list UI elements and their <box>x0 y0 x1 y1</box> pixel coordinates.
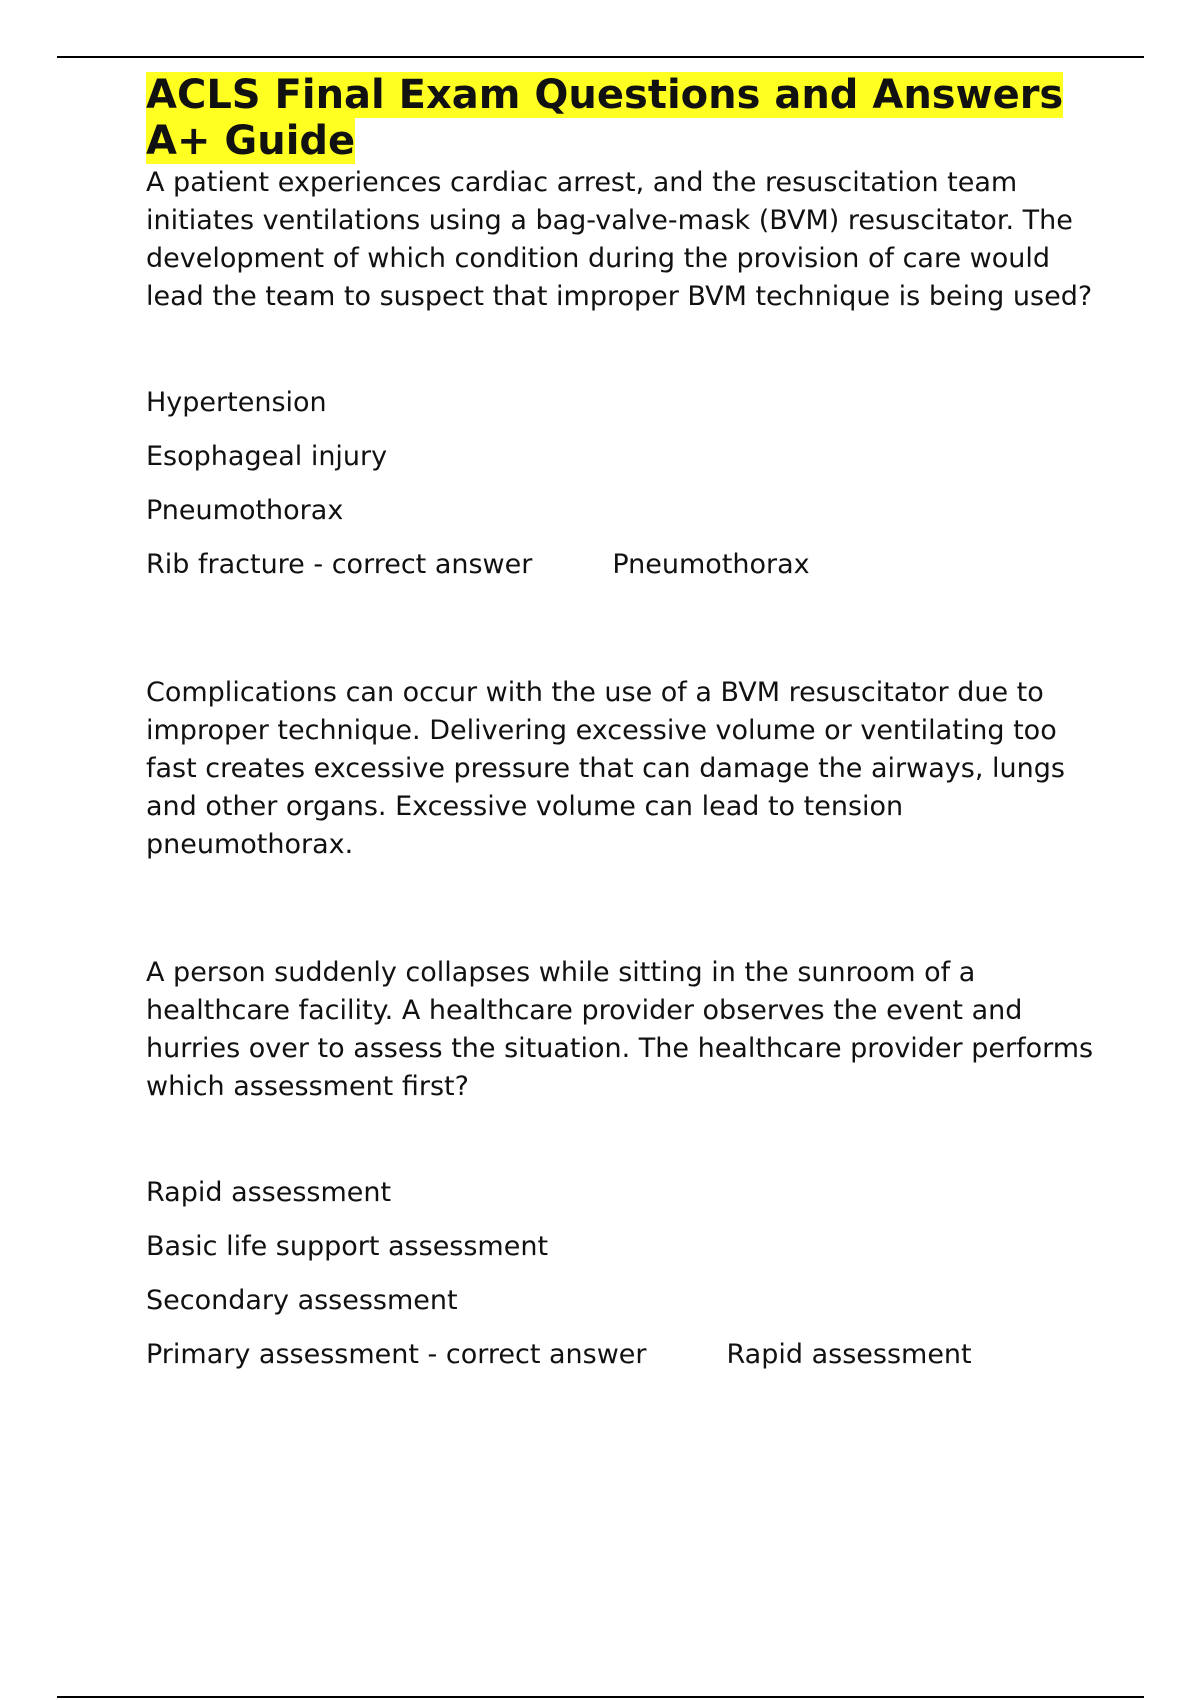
title-highlight: ACLS Final Exam Questions and Answers A+ Guide <box>146 72 1064 164</box>
document-body <box>146 72 1106 1374</box>
question-2-answer: Rapid assessment <box>726 1339 972 1370</box>
question-1-option-d: Rib fracture <box>146 549 305 580</box>
question-2-option-d: Primary assessment <box>146 1339 419 1370</box>
question-1-answer-row <box>146 546 1106 584</box>
question-2-option-a: Rapid assessment <box>146 1177 392 1208</box>
top-rule <box>57 56 1144 58</box>
question-1-answer-marker: - correct answer <box>304 549 533 580</box>
question-1-option-b: Esophageal injury <box>146 441 388 472</box>
question-2-answer-marker: - correct answer <box>418 1339 647 1370</box>
question-1-text: A patient experiences cardiac arrest, and the resuscitation team initiates ventilations using a bag-valve-mask (BVM) resuscitator. The development of which condition during the provision of care would lead the team to suspect that improper BVM technique is being used? <box>146 167 1093 312</box>
question-1-option-a: Hypertension <box>146 387 327 418</box>
bottom-rule <box>57 1696 1144 1698</box>
question-2-option-b: Basic life support assessment <box>146 1231 549 1262</box>
question-2-answer-row <box>146 1336 1106 1374</box>
question-1-option-c: Pneumothorax <box>146 495 344 526</box>
question-2-text: A person suddenly collapses while sitting in the sunroom of a healthcare facility. A healthcare provider observes the event and hurries over to assess the situation. The healthcare provider performs which assessment first? <box>146 957 1094 1102</box>
question-1-explanation: Complications can occur with the use of a BVM resuscitator due to improper technique. Delivering excessive volume or ventilating too fast creates excessive pressure that can damage the airways, lungs and other organs. Excessive volume can lead to tension pneumothorax. <box>146 677 1065 860</box>
question-1-answer: Pneumothorax <box>612 549 810 580</box>
document-title <box>146 72 1106 164</box>
question-2-option-c: Secondary assessment <box>146 1285 458 1316</box>
